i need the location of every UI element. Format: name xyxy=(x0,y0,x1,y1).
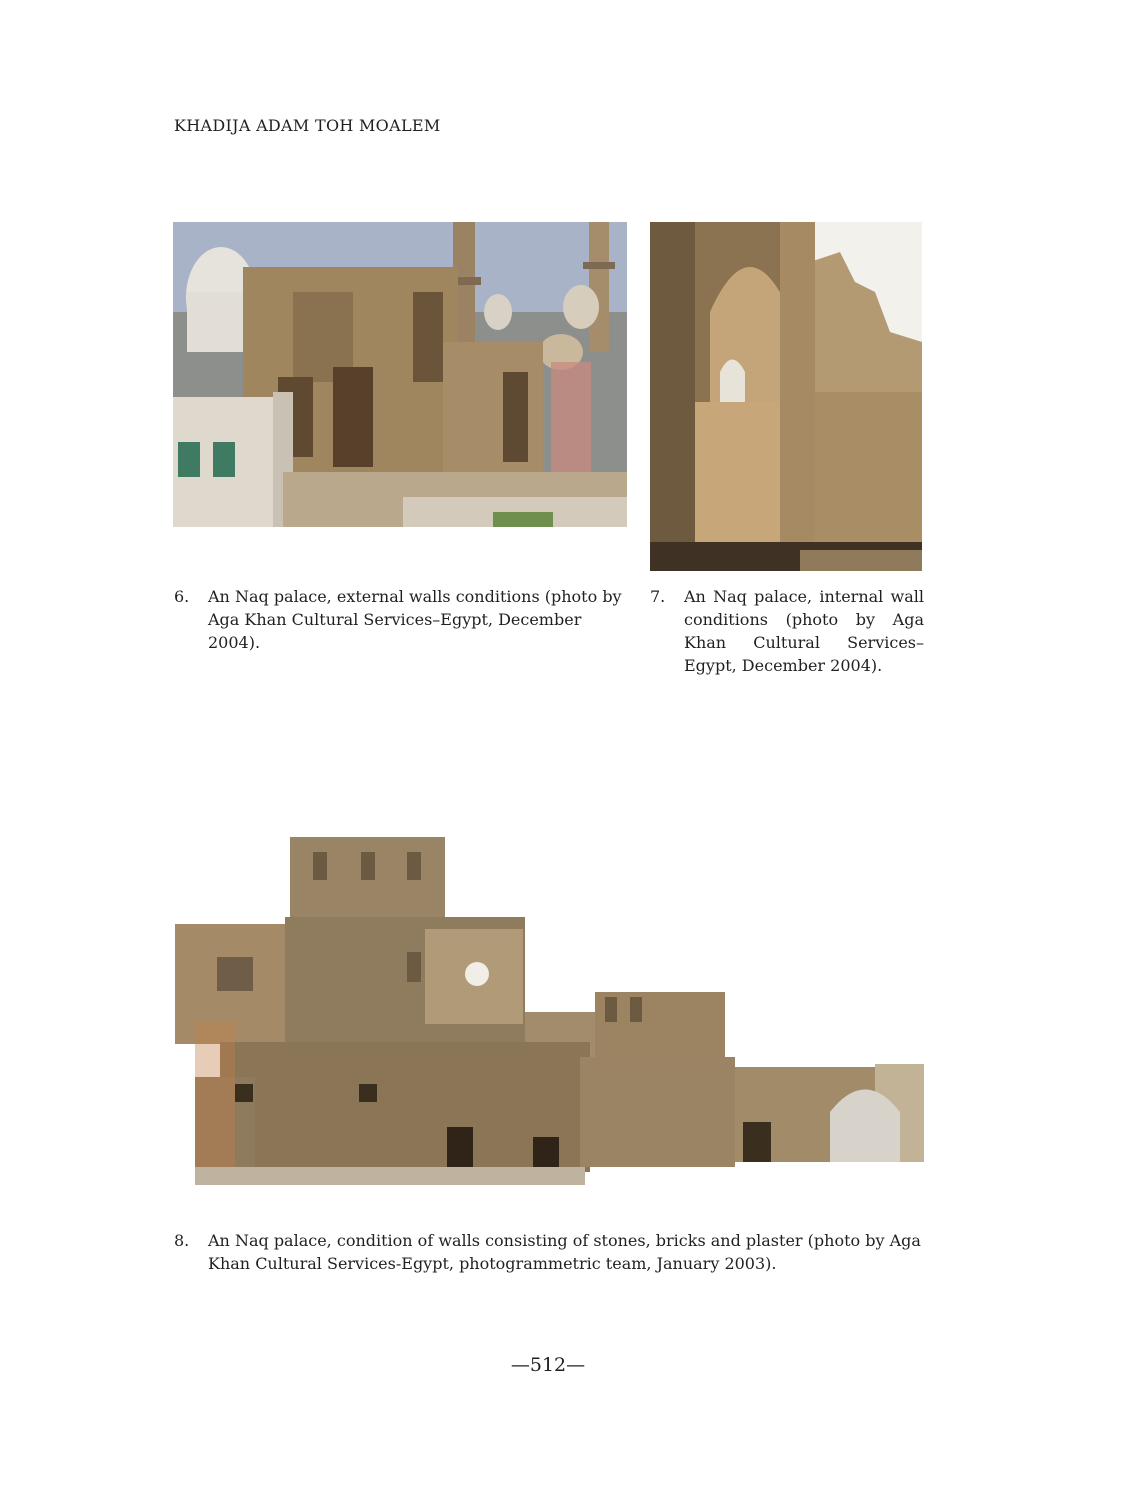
figure-7-caption-text: An Naq palace, internal wall conditions (photo by Aga Khan Cultural Services–Egypt, December 2004). xyxy=(684,587,924,675)
figure-7-photo xyxy=(650,222,922,571)
running-head: KHADIJA ADAM TOH MOALEM xyxy=(174,116,441,135)
figure-8-number: 8. xyxy=(174,1231,190,1250)
figure-6-caption xyxy=(174,585,628,654)
figure-8-photo xyxy=(175,832,924,1190)
figure-8-caption xyxy=(174,1229,926,1275)
figure-6-caption-text: An Naq palace, external walls conditions (photo by Aga Khan Cultural Services–Egypt, December 2004). xyxy=(208,587,622,652)
page-number: —512— xyxy=(510,1354,586,1376)
figure-7-caption xyxy=(650,585,924,677)
figure-6-photo xyxy=(173,222,627,527)
figure-7-number: 7. xyxy=(650,587,666,606)
figure-6-number: 6. xyxy=(174,587,190,606)
figure-8-caption-text: An Naq palace, condition of walls consisting of stones, bricks and plaster (photo by Aga Khan Cultural Services-Egypt, photogrammetric team, January 2003). xyxy=(208,1231,921,1273)
